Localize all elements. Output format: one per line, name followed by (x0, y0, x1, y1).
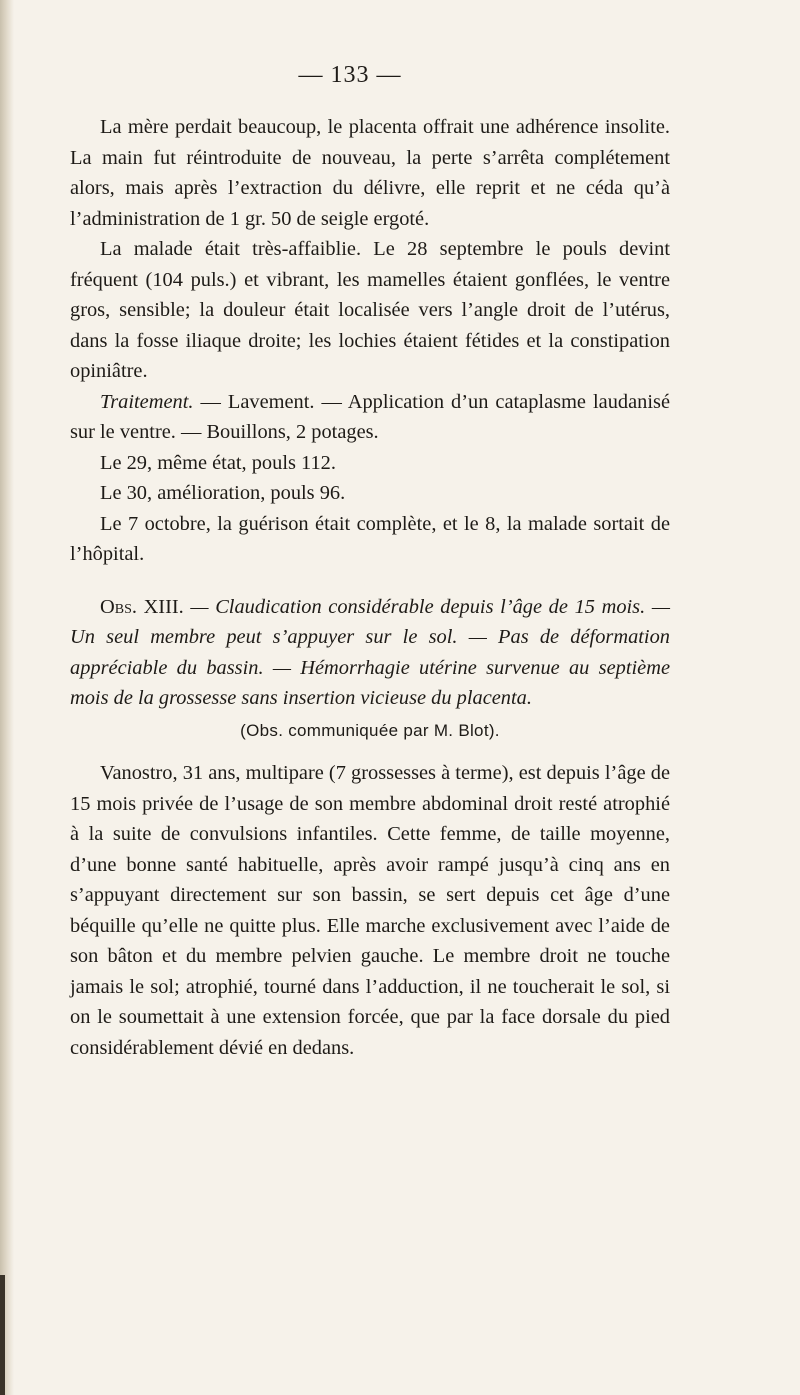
page-number: — 133 — (298, 62, 402, 88)
observation-heading (70, 592, 670, 714)
treatment-label: Traitement. (100, 390, 194, 413)
page-binding-edge (0, 0, 14, 1395)
observation-credit: (Obs. communiquée par M. Blot). (240, 720, 500, 740)
paragraph-day-29: Le 29, même état, pouls 112. (100, 451, 336, 474)
observation-body: Vanostro, 31 ans, multipare (7 grossesses à terme), est depuis l’âge de 15 mois privée de l’usage de son membre abdominal droit resté atrophié à la suite de convulsions infantiles. Cette femme, de taille moyenne, d’une bonne santé habituelle, après avoir rampé jusqu’à cinq ans en s’appuyant directement sur son bassin, se sert depuis cet âge d’une béquille qu’elle ne quitte plus. Elle marche exclusivement avec l’aide de son bâton et du membre pelvien gauche. Le membre droit ne touche jamais le sol; atrophié, tourné dans l’adduction, il ne toucherait le sol, si on le soumettait à une extension forcée, que par la face dorsale du pied considérablement dévié en dedans. (70, 762, 670, 1059)
paragraph-day-30: Le 30, amélioration, pouls 96. (100, 482, 346, 504)
treatment-text: — Lavement. — Application d’un cataplasme laudanisé sur le ventre. — Bouillons, 2 potages. (70, 390, 670, 443)
observation-title: — Claudication considérable depuis l’âge de 15 mois. — Un seul membre peut s’appuyer sur le sol. — Pas de déformation appréciable du bassin. — Hémorrhagie utérine survenue au septième mois de la grossesse sans insertion vicieuse du placenta. (70, 595, 670, 709)
paragraph-placenta: La mère perdait beaucoup, le placenta offrait une adhérence insolite. La main fut réintroduite de nouveau, la perte s’arrêta complétement alors, mais après l’extraction du délivre, elle reprit et ne céda qu’à l’administration de 1 gr. 50 de seigle ergoté. (70, 116, 670, 230)
paragraph-treatment (70, 387, 670, 448)
page-body (70, 112, 670, 1063)
observation-label: Obs. XIII. (100, 595, 184, 618)
paragraph-discharge: Le 7 octobre, la guérison était complète, et le 8, la malade sortait de l’hôpital. (70, 512, 670, 565)
paragraph-condition: La malade était très-affaiblie. Le 28 septembre le pouls devint fréquent (104 puls.) et vibrant, les mamelles étaient gonflées, le ventre gros, sensible; la douleur était localisée vers l’angle droit de l’utérus, dans la fosse iliaque droite; les lochies étaient fétides et la constipation opiniâtre. (70, 238, 670, 382)
page-binding-shadow (0, 1275, 5, 1395)
